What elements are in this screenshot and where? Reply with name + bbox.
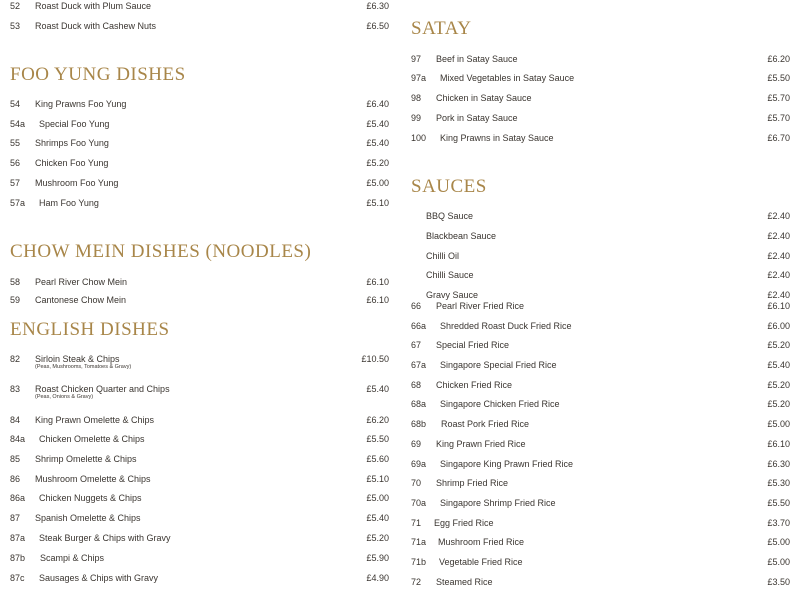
item-name: Shredded Roast Duck Fried Rice: [440, 321, 572, 331]
item-name: Shrimps Foo Yung: [35, 138, 109, 148]
item-price: £4.90: [366, 573, 389, 583]
item-number: 69: [411, 439, 422, 449]
item-name: Steamed Rice: [436, 577, 493, 587]
item-name: Pearl River Chow Mein: [35, 277, 128, 287]
item-name: Ham Foo Yung: [39, 198, 99, 208]
item-number: 86a: [10, 493, 26, 503]
section-title-sauces: SAUCES: [411, 176, 487, 197]
item-price: £5.40: [767, 360, 790, 370]
section-title-foo-yung: FOO YUNG DISHES: [10, 64, 186, 85]
item-price: £5.70: [767, 113, 790, 123]
item-price: £3.70: [767, 518, 790, 528]
menu-item: [411, 398, 790, 414]
item-number: 97a: [411, 73, 427, 83]
item-price: £6.40: [366, 99, 389, 109]
item-number: 59: [10, 295, 21, 305]
item-price: £6.20: [366, 415, 389, 425]
item-price: £6.10: [767, 301, 790, 311]
item-price: £5.00: [767, 537, 790, 547]
item-price: £5.20: [366, 158, 389, 168]
menu-item: [10, 414, 389, 430]
item-number: 100: [411, 133, 427, 143]
item-name: Chicken Foo Yung: [35, 158, 109, 168]
item-price: £2.40: [767, 290, 790, 300]
menu-item: [411, 517, 790, 533]
item-price: £5.50: [767, 498, 790, 508]
menu-item: [411, 210, 790, 226]
item-name: Special Fried Rice: [436, 340, 510, 350]
item-price: £5.00: [767, 419, 790, 429]
menu-item: [411, 536, 790, 552]
item-price: £5.40: [366, 138, 389, 148]
item-price: £6.50: [366, 21, 389, 31]
menu-item: [10, 294, 389, 310]
item-name: Roast Duck with Plum Sauce: [35, 1, 152, 11]
item-number: 54a: [10, 119, 26, 129]
menu-item: [411, 92, 790, 108]
menu-item: [10, 353, 389, 369]
menu-item: [411, 458, 790, 474]
item-price: £5.30: [767, 478, 790, 488]
item-number: 68a: [411, 399, 427, 409]
item-number: 71b: [411, 557, 427, 567]
item-name: Pearl River Fried Rice: [436, 301, 525, 311]
menu-item: [10, 572, 389, 588]
item-price: £2.40: [767, 211, 790, 221]
item-number: 72: [411, 577, 422, 587]
cut-off-row-container: [10, 294, 389, 305]
item-name: Singapore Shrimp Fried Rice: [440, 498, 556, 508]
item-number: 87b: [10, 553, 26, 563]
item-price: £6.10: [366, 295, 389, 305]
menu-item: [411, 438, 790, 454]
item-name: King Prawn Omelette & Chips: [35, 415, 155, 425]
item-price: £10.50: [361, 354, 389, 364]
item-price: £2.40: [767, 251, 790, 261]
menu-item: [411, 53, 790, 69]
item-description: (Peas, Mushrooms, Tomatoes & Gravy): [35, 364, 132, 370]
menu-item: [411, 112, 790, 128]
item-name: Mushroom Omelette & Chips: [35, 474, 151, 484]
menu-item: [10, 118, 389, 134]
menu-item: [10, 453, 389, 469]
menu-item: [10, 383, 389, 399]
menu-item: [10, 177, 389, 193]
item-number: 56: [10, 158, 21, 168]
item-number: 97: [411, 54, 422, 64]
menu-item: [411, 477, 790, 493]
section-title-english: ENGLISH DISHES: [10, 319, 170, 340]
item-number: 71: [411, 518, 422, 528]
item-name: Egg Fried Rice: [434, 518, 494, 528]
item-name: Mushroom Fried Rice: [438, 537, 525, 547]
item-name: Sirloin Steak & Chips: [35, 354, 120, 364]
item-number: 87: [10, 513, 21, 523]
item-number: 87c: [10, 573, 25, 583]
menu-item: [411, 72, 790, 88]
menu-item: [411, 556, 790, 572]
item-number: 85: [10, 454, 21, 464]
item-price: £6.70: [767, 133, 790, 143]
menu-item: [411, 497, 790, 513]
item-price: £5.00: [366, 493, 389, 503]
item-name: Chicken Nuggets & Chips: [39, 493, 142, 503]
item-name: Chicken in Satay Sauce: [436, 93, 532, 103]
menu-item: [10, 552, 389, 568]
item-price: £2.40: [767, 231, 790, 241]
item-price: £5.20: [767, 380, 790, 390]
item-number: 69a: [411, 459, 427, 469]
item-number: 67: [411, 340, 422, 350]
item-name: Roast Duck with Cashew Nuts: [35, 21, 157, 31]
item-price: £5.20: [767, 399, 790, 409]
item-number: 83: [10, 384, 21, 394]
item-price: £6.10: [767, 439, 790, 449]
item-name: Shrimp Omelette & Chips: [35, 454, 137, 464]
item-name: Vegetable Fried Rice: [439, 557, 523, 567]
menu-item: [411, 339, 790, 355]
item-price: £6.30: [767, 459, 790, 469]
item-number: 70: [411, 478, 422, 488]
item-name: Chicken Fried Rice: [436, 380, 513, 390]
item-price: £5.60: [366, 454, 389, 464]
item-number: 68b: [411, 419, 427, 429]
item-price: £5.00: [767, 557, 790, 567]
item-number: 66: [411, 301, 422, 311]
item-price: £6.00: [767, 321, 790, 331]
menu-item: [10, 473, 389, 489]
item-price: £5.50: [767, 73, 790, 83]
item-name: Blackbean Sauce: [426, 231, 497, 241]
menu-item: [10, 492, 389, 508]
item-number: 66a: [411, 321, 427, 331]
item-number: 58: [10, 277, 21, 287]
item-name: Sausages & Chips with Gravy: [39, 573, 159, 583]
item-name: Gravy Sauce: [426, 290, 479, 300]
item-name: Chilli Oil: [426, 251, 460, 261]
menu-item: [411, 359, 790, 375]
item-number: 84: [10, 415, 21, 425]
item-price: £5.10: [366, 198, 389, 208]
item-number: 54: [10, 99, 21, 109]
menu-item: [411, 320, 790, 336]
item-name: Scampi & Chips: [40, 553, 105, 563]
left-column: [10, 0, 390, 600]
item-number: 67a: [411, 360, 427, 370]
menu-item: [10, 512, 389, 528]
menu-item: [411, 269, 790, 285]
item-price: £2.40: [767, 270, 790, 280]
item-price: £3.50: [767, 577, 790, 587]
item-number: 98: [411, 93, 422, 103]
menu-item: [411, 250, 790, 266]
item-description: (Peas, Onions & Gravy): [35, 394, 94, 400]
item-number: 52: [10, 1, 21, 11]
item-number: 68: [411, 380, 422, 390]
item-name: Roast Pork Fried Rice: [441, 419, 530, 429]
menu-item: [411, 576, 790, 592]
item-name: Mushroom Foo Yung: [35, 178, 119, 188]
menu-item: [10, 0, 389, 16]
item-name: Singapore Special Fried Rice: [440, 360, 557, 370]
item-name: King Prawns in Satay Sauce: [440, 133, 554, 143]
item-number: 99: [411, 113, 422, 123]
item-name: Shrimp Fried Rice: [436, 478, 509, 488]
item-name: King Prawn Fried Rice: [436, 439, 526, 449]
item-name: BBQ Sauce: [426, 211, 474, 221]
item-number: 57: [10, 178, 21, 188]
item-price: £5.20: [366, 533, 389, 543]
item-name: Spanish Omelette & Chips: [35, 513, 141, 523]
item-number: 87a: [10, 533, 26, 543]
right-column: [411, 0, 791, 600]
menu-item: [411, 230, 790, 246]
item-name: Cantonese Chow Mein: [35, 295, 127, 305]
item-number: 57a: [10, 198, 26, 208]
item-price: £5.00: [366, 178, 389, 188]
item-name: Special Foo Yung: [39, 119, 110, 129]
menu-item: [10, 197, 389, 213]
item-number: 84a: [10, 434, 26, 444]
item-price: £6.30: [366, 1, 389, 11]
item-name: Chilli Sauce: [426, 270, 474, 280]
item-name: Roast Chicken Quarter and Chips: [35, 384, 170, 394]
item-name: Beef in Satay Sauce: [436, 54, 518, 64]
menu-item: [411, 379, 790, 395]
menu-item: [411, 300, 790, 316]
item-name: Singapore King Prawn Fried Rice: [440, 459, 574, 469]
item-number: 70a: [411, 498, 427, 508]
item-name: Steak Burger & Chips with Gravy: [39, 533, 171, 543]
item-number: 55: [10, 138, 21, 148]
menu-item: [10, 433, 389, 449]
menu-item: [10, 137, 389, 153]
menu-item: [10, 532, 389, 548]
item-price: £5.40: [366, 119, 389, 129]
item-name: Mixed Vegetables in Satay Sauce: [440, 73, 575, 83]
item-number: 82: [10, 354, 21, 364]
item-price: £5.50: [366, 434, 389, 444]
item-price: £5.40: [366, 513, 389, 523]
item-price: £6.20: [767, 54, 790, 64]
item-price: £6.10: [366, 277, 389, 287]
menu-item: [10, 157, 389, 173]
item-name: Pork in Satay Sauce: [436, 113, 518, 123]
item-number: 53: [10, 21, 21, 31]
menu-item: [10, 20, 389, 36]
item-name: Chicken Omelette & Chips: [39, 434, 145, 444]
item-name: Singapore Chicken Fried Rice: [440, 399, 560, 409]
section-title-chow-mein: CHOW MEIN DISHES (NOODLES): [10, 241, 312, 262]
menu-item: [411, 132, 790, 148]
item-number: 71a: [411, 537, 427, 547]
section-title-satay: SATAY: [411, 18, 472, 39]
item-price: £5.70: [767, 93, 790, 103]
item-price: £5.40: [366, 384, 389, 394]
menu-item: [10, 276, 389, 292]
item-price: £5.90: [366, 553, 389, 563]
item-price: £5.20: [767, 340, 790, 350]
menu-item: [411, 418, 790, 434]
item-price: £5.10: [366, 474, 389, 484]
menu-item: [10, 98, 389, 114]
item-name: King Prawns Foo Yung: [35, 99, 127, 109]
item-number: 86: [10, 474, 21, 484]
